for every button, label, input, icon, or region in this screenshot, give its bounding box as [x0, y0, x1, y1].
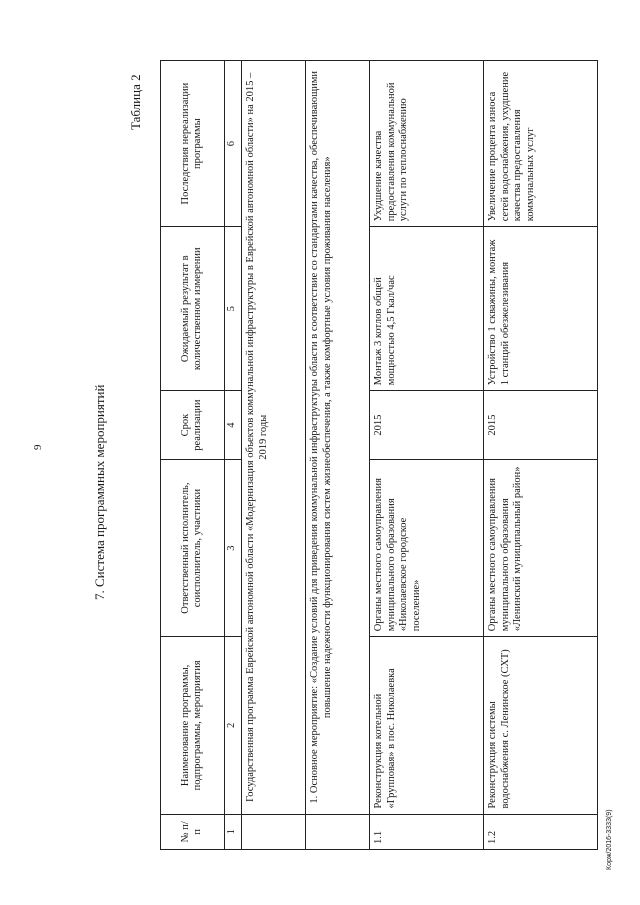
- table-label: Таблица 2: [128, 74, 143, 130]
- column-number: 3: [224, 459, 241, 636]
- row-term: 2015: [369, 391, 483, 460]
- empty-cell: [305, 814, 369, 849]
- header-term: Срок реализации: [161, 391, 225, 460]
- row-num: 1.1: [369, 814, 483, 849]
- row-executor: Органы местного самоуправления муниципального образования «Ленинский муниципальный район»: [483, 459, 597, 636]
- row-name: Реконструкция котельной «Групповая» в пос. Николаевка: [369, 637, 483, 814]
- row-consequences: Увеличение процента износа сетей водоснабжения, ухудшение качества предоставления коммунальных услуг: [483, 61, 597, 227]
- footer-code: Корж/2016-3333(9): [606, 809, 613, 870]
- row-term: 2015: [483, 391, 597, 460]
- page-number: 9: [32, 444, 44, 450]
- column-number: 4: [224, 391, 241, 460]
- program-title-cell: Государственная программа Еврейской автономной области «Модернизация объектов коммунальной инфраструктуры в Еврейской автономной области» на 2015 – 2019 годы: [241, 61, 305, 815]
- column-number: 1: [224, 814, 241, 849]
- program-events-table: [160, 60, 598, 850]
- row-result: Монтаж 3 котлов общей мощностью 4,5 Гкал/час: [369, 227, 483, 391]
- column-number: 5: [224, 227, 241, 391]
- row-consequences: Ухудшение качества предоставления коммунальной услуги по теплоснабжению: [369, 61, 483, 227]
- table-row: [483, 61, 597, 850]
- program-row: [241, 61, 305, 850]
- header-consequences: Последствия нереализации программы: [161, 61, 225, 227]
- column-number: 2: [224, 637, 241, 814]
- main-event-row: [305, 61, 369, 850]
- program-table-container: [160, 60, 598, 850]
- column-number: 6: [224, 61, 241, 227]
- main-event-cell: 1. Основное мероприятие: «Создание условий для приведения коммунальной инфраструктуры области в соответствие со стандартами качества, обеспечивающими повышение надежности функционирования систем жизнеобеспечения, а также комфортные условия проживания населения»: [305, 61, 369, 815]
- row-name: Реконструкция системы водоснабжения с. Ленинское (СХТ): [483, 637, 597, 814]
- table-header-row: [161, 61, 225, 850]
- header-executor: Ответственный исполнитель, соисполнитель, участники: [161, 459, 225, 636]
- row-executor: Органы местного самоуправления муниципального образования «Николаевское городское поселение»: [369, 459, 483, 636]
- row-num: 1.2: [483, 814, 597, 849]
- row-result: Устройство 1 скважины, монтаж 1 станций обезжелезивания: [483, 227, 597, 391]
- header-result: Ожидаемый результат в количественном измерении: [161, 227, 225, 391]
- column-number-row: [224, 61, 241, 850]
- header-name: Наименование программы, подпрограммы, мероприятия: [161, 637, 225, 814]
- table-row: [369, 61, 483, 850]
- page-title: 7. Система программных мероприятий: [92, 384, 107, 600]
- header-num: № п/п: [161, 814, 225, 849]
- empty-cell: [241, 814, 305, 849]
